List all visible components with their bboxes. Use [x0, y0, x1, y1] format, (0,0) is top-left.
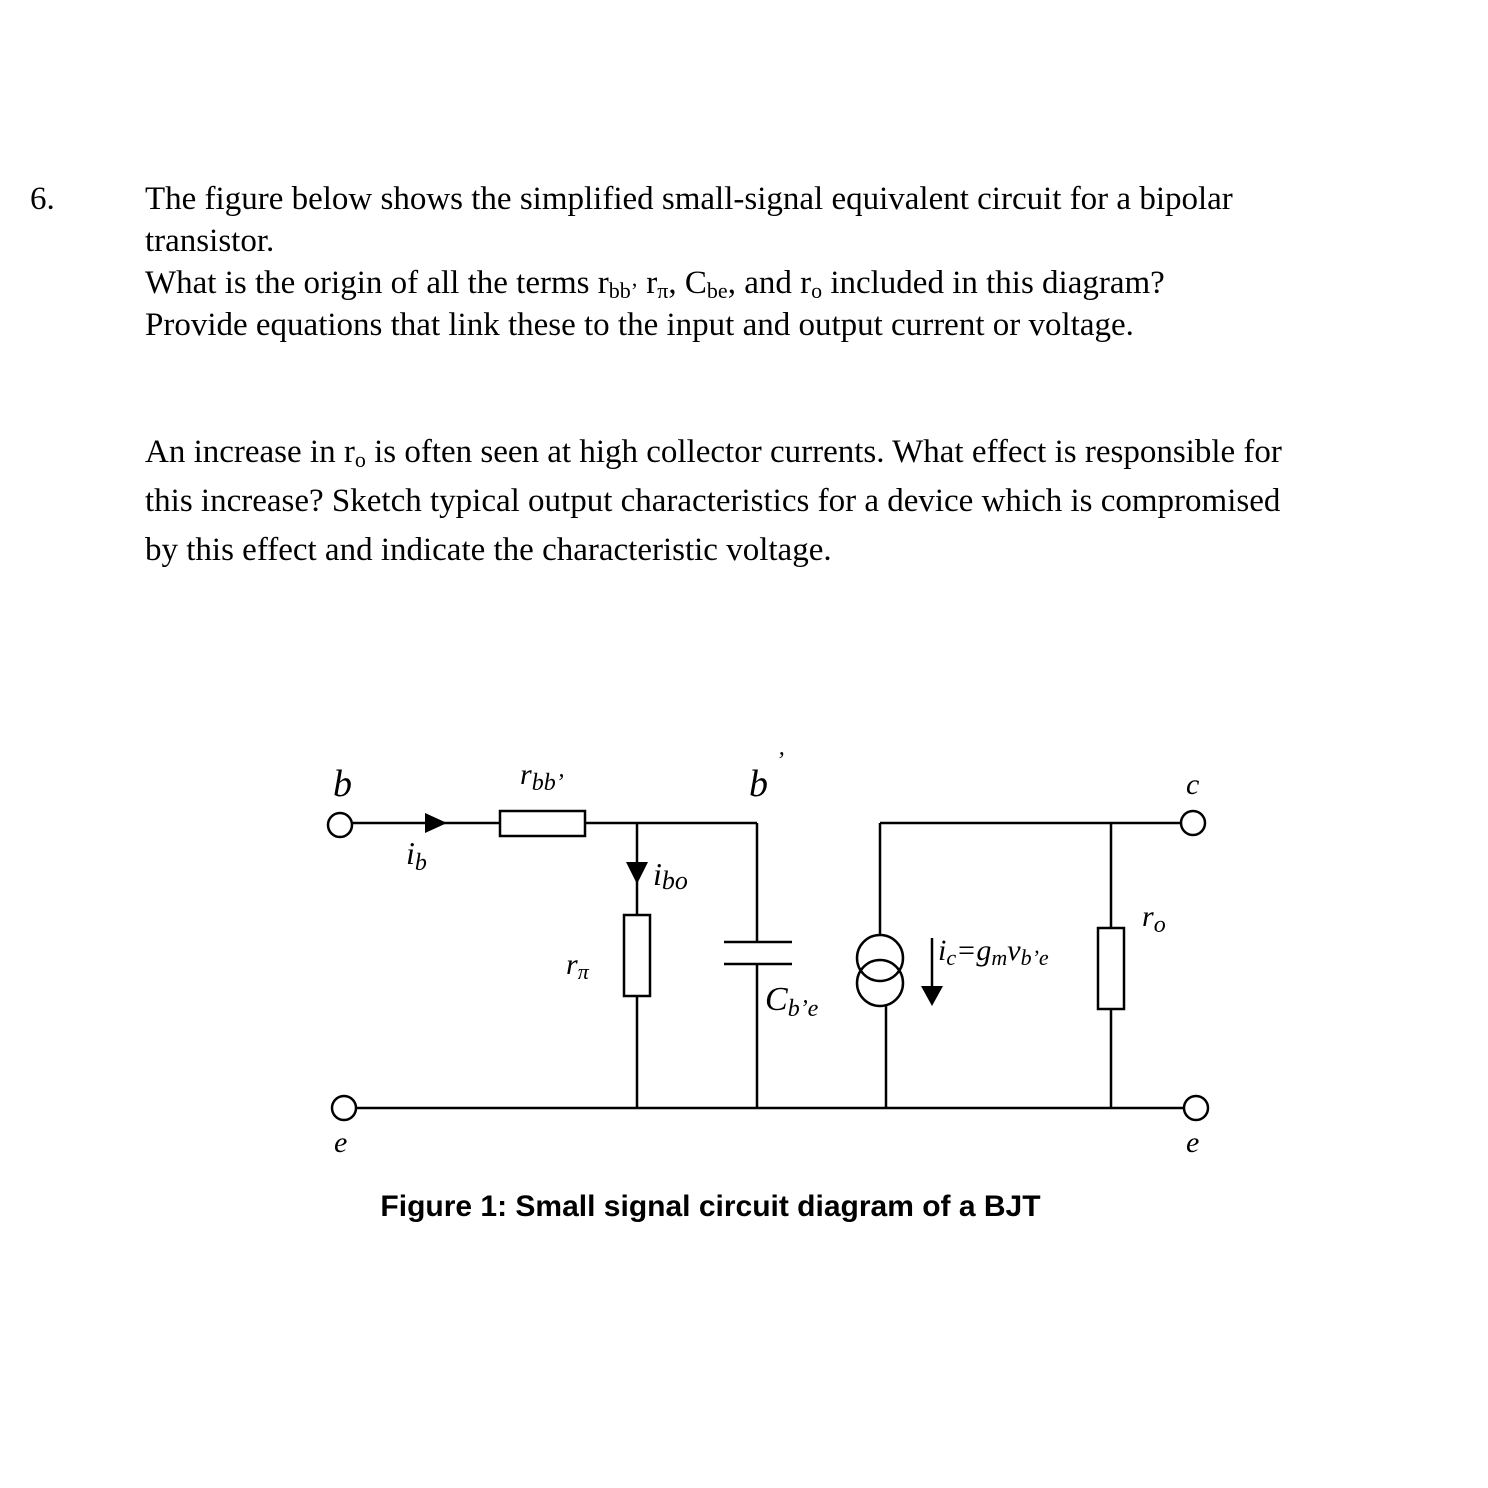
label-rpi — [566, 948, 590, 984]
ask-sub-rpi: π — [657, 278, 669, 303]
ask-text-1: What is the origin of all the terms r — [145, 265, 609, 301]
rpi-resistor — [624, 915, 650, 996]
label-ibo — [653, 856, 688, 895]
second-text-a: An increase in r — [145, 434, 355, 470]
label-c: c — [1186, 768, 1200, 801]
rbb-resistor — [500, 811, 585, 836]
second-line-3: by this effect and indicate the characteristic voltage. — [145, 532, 832, 568]
label-ic-sub: c — [946, 945, 957, 970]
ask-sub-cbe: be — [706, 278, 728, 303]
label-ro-sub: o — [1153, 912, 1166, 938]
label-b-internal-prime: ’ — [776, 748, 784, 774]
label-ro-main: r — [1142, 900, 1154, 933]
label-ic-equation — [938, 934, 1049, 970]
label-ibo-sub: bo — [661, 866, 688, 895]
ib-arrow-icon — [425, 813, 447, 833]
ask-text-5: included in this diagram? — [822, 265, 1165, 301]
label-rpi-main: r — [566, 948, 578, 981]
label-ic-main: i — [938, 934, 947, 967]
figure-caption: Figure 1: Small signal circuit diagram of a BJT — [380, 1190, 1041, 1223]
ask-text-2: r — [638, 265, 658, 301]
terminal-e-right — [1184, 1096, 1208, 1120]
current-source-circle-a — [857, 935, 903, 981]
label-e-left: e — [334, 1126, 348, 1159]
label-rbb-main: r — [520, 758, 532, 791]
ro-resistor — [1098, 928, 1124, 1009]
provide-line: Provide equations that link these to the input and output current or voltage. — [145, 307, 1134, 343]
intro-line-1: The figure below shows the simplified small-signal equivalent circuit for a bipolar — [145, 181, 1233, 217]
label-b-internal: b — [749, 763, 768, 805]
label-gm-sub: m — [991, 945, 1008, 970]
ask-text-4: , and r — [727, 265, 812, 301]
label-rbb-sub: bb’ — [531, 770, 564, 796]
label-v-main: v — [1007, 934, 1021, 967]
intro-line-2: transistor. — [145, 223, 275, 259]
ic-arrow-icon — [921, 986, 943, 1006]
label-b: b — [333, 763, 352, 805]
label-ic-eq: =g — [956, 934, 992, 967]
label-ib-sub: b — [414, 850, 427, 876]
label-v-sub: b’e — [1020, 945, 1049, 970]
label-ib — [406, 835, 427, 876]
question-number: 6. — [30, 181, 55, 217]
label-rpi-sub: π — [577, 959, 589, 984]
second-sub-ro: o — [354, 447, 366, 472]
ask-sub-rbb: bb’ — [608, 278, 639, 303]
current-source-circle-b — [857, 960, 903, 1006]
terminal-e-left — [332, 1096, 356, 1120]
label-ibo-main: i — [653, 856, 662, 892]
terminal-b — [328, 813, 352, 837]
label-cbe-sub: b’e — [787, 996, 819, 1022]
ask-text-3: , C — [668, 265, 707, 301]
label-cbe-main: C — [765, 981, 788, 1018]
label-cbe — [765, 981, 819, 1022]
ibo-arrow-icon — [626, 862, 648, 884]
second-text-b: is often seen at high collector currents. What effect is responsible for — [365, 434, 1282, 470]
label-rbb — [520, 758, 564, 796]
label-ro — [1142, 900, 1166, 938]
second-line-2: this increase? Sketch typical output characteristics for a device which is compromised — [145, 483, 1281, 519]
label-e-right: e — [1186, 1126, 1200, 1159]
label-ib-main: i — [406, 835, 415, 871]
terminal-c — [1181, 811, 1205, 835]
ask-sub-ro: o — [811, 278, 823, 303]
